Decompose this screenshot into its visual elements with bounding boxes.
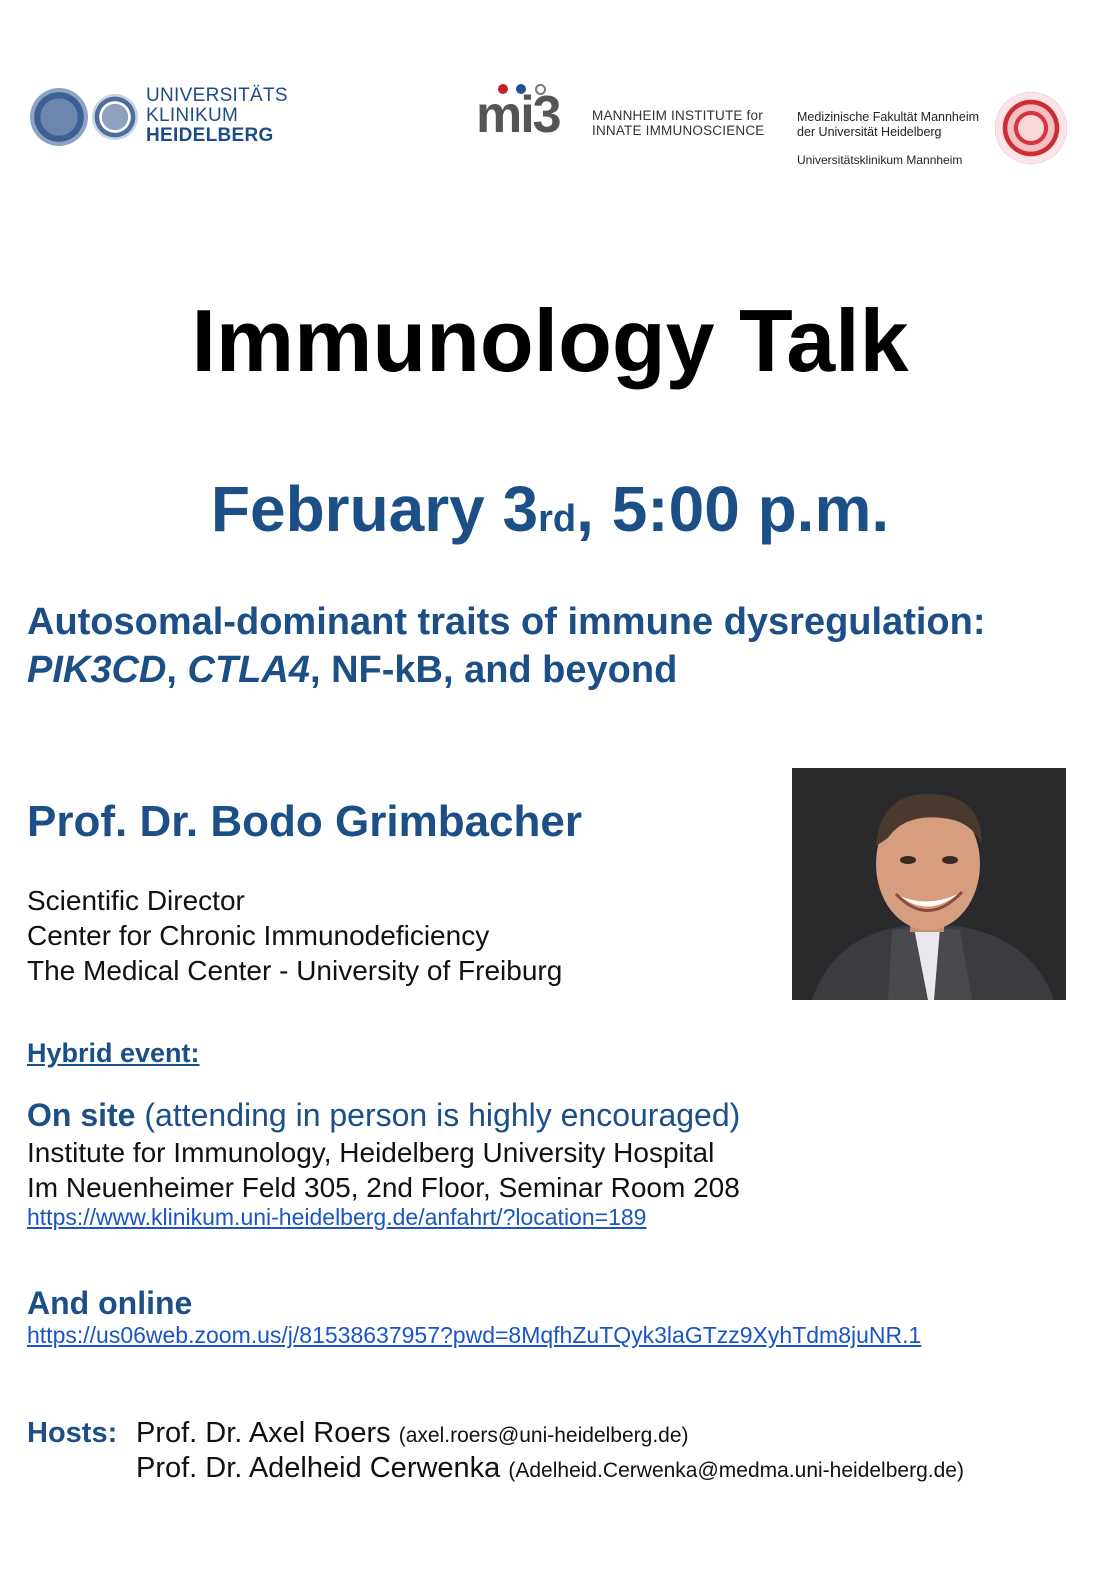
mm-faculty-name: Medizinische Fakultät Mannheim der Universität Heidelberg	[797, 110, 980, 139]
online-heading: And online	[27, 1285, 193, 1321]
logo-mi3	[476, 82, 776, 142]
university-seal-icon	[92, 94, 138, 140]
heidelberg-seal-icon	[30, 88, 88, 146]
mm-hospital-name: Universitätsklinikum Mannheim	[797, 153, 963, 167]
logo-medizinische-fakultaet-mannheim	[797, 92, 1077, 172]
speaker-photo	[792, 768, 1066, 1000]
speaker-affiliation: Scientific Director Center for Chronic Immunodeficiency The Medical Center - University of Freiburg	[27, 885, 563, 986]
hybrid-event-heading: Hybrid event:	[27, 1038, 200, 1068]
speaker-portrait-icon	[792, 768, 1066, 1000]
event-date: February 3rd, 5:00 p.m.	[210, 473, 890, 545]
host-email: (Adelheid.Cerwenka@medma.uni-heidelberg.de)	[508, 1459, 964, 1482]
ukhd-wordmark: UNIVERSITÄTS KLINIKUM HEIDELBERG	[146, 85, 288, 146]
zoom-meeting-link[interactable]: https://us06web.zoom.us/j/81538637957?pwd=8MqfhZuTQyk3laGTzz9XyhTdm8juNR.1	[27, 1322, 922, 1348]
page-title: Immunology Talk	[191, 291, 909, 390]
mi3-wordmark: mi3	[476, 86, 560, 144]
onsite-directions-link[interactable]: https://www.klinikum.uni-heidelberg.de/anfahrt/?location=189	[27, 1204, 647, 1230]
host-item: Prof. Dr. Axel Roers (axel.roers@uni-heidelberg.de)	[136, 1417, 689, 1449]
hosts-label: Hosts:	[27, 1417, 118, 1449]
speaker-name: Prof. Dr. Bodo Grimbacher	[27, 797, 582, 846]
venue-address: Institute for Immunology, Heidelberg University Hospital Im Neuenheimer Feld 305, 2nd Floor, Seminar Room 208	[27, 1137, 740, 1203]
talk-title: Autosomal-dominant traits of immune dysregulation: PIK3CD, CTLA4, NF-kB, and beyond	[27, 601, 986, 691]
onsite-heading: On site (attending in person is highly encouraged)	[27, 1097, 741, 1133]
host-item: Prof. Dr. Adelheid Cerwenka (Adelheid.Cerwenka@medma.uni-heidelberg.de)	[136, 1452, 964, 1484]
mannheim-seal-icon	[995, 92, 1067, 164]
mi3-institute-name: MANNHEIM INSTITUTE for INNATE IMMUNOSCIENCE	[592, 108, 765, 138]
host-email: (axel.roers@uni-heidelberg.de)	[398, 1424, 689, 1447]
